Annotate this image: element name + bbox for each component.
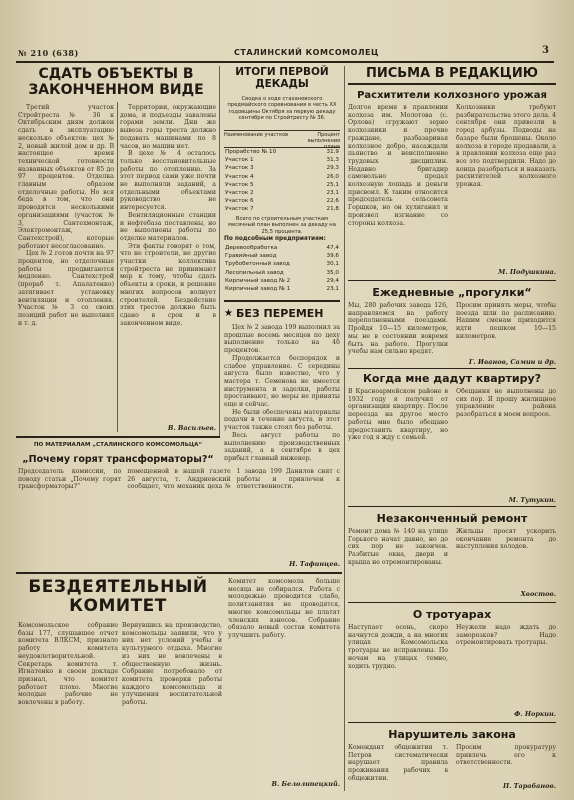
letters-banner: ПИСЬМА В РЕДАКЦИЮ (348, 66, 556, 85)
paragraph: Весь август работы по выполнению производственных заданий, а в сентябре в цех прибыл главный инженер. (224, 431, 340, 462)
divider (348, 280, 556, 281)
itogi-col-pct: Процент выполнения плана (307, 132, 340, 150)
newspaper-name: СТАЛИНСКИЙ КОМСОМОЛЕЦ (234, 48, 379, 57)
signature-vasiliev: В. Васильев. (167, 424, 216, 432)
column-divider (219, 66, 220, 436)
row-name: Участок 7 (225, 206, 254, 213)
row-pct: 23,1 (326, 190, 339, 197)
article-body-col1 (18, 104, 114, 430)
letter-title: Ежедневные „прогулки“ (372, 286, 532, 299)
komitet-title: БЕЗДЕЯТЕЛЬНЫЙ КОМИТЕТ (28, 577, 208, 616)
row-pct: 39,6 (326, 253, 339, 260)
row-name: Участок 5 (225, 181, 254, 188)
komitet-body-col1: Комсомольское собрание базы 177, слушавшее отчет комитета ВЛКСМ, признало работу комитета неудовлетворительной. Секретарь комитета т. Игнатенко в своем докладе признал, что комитет работает плохо. Многие молодые рабочие не вовлечены в работу. (18, 622, 118, 707)
signature: Г. Иванов, Самин и др. (468, 358, 556, 366)
letter-body: Жильцы просят ускорить окончание ремонта до наступления холодов. (456, 528, 556, 551)
bez-body (224, 324, 340, 558)
section-kicker: ПО МАТЕРИАЛАМ „СТАЛИНСКОГО КОМСОМОЛЬЦА“ (33, 442, 203, 448)
divider (348, 722, 556, 723)
letter-title: Нарушитель закона (388, 728, 516, 741)
row-name: Кирпичный завод № 2 (225, 277, 291, 284)
issue-number: № 210 (638) (18, 48, 79, 58)
letter-body: Ремонт дома № 140 на улице Горького начат давно, но до сих пор не закончен. Разбитые окна, двери и крыша не отремонтированы. (348, 528, 448, 566)
row-pct: 23,1 (326, 286, 339, 293)
row-name: Прорабство № 10 (225, 149, 277, 155)
table-row (224, 285, 340, 293)
row-name: Лесопильный завод (225, 269, 284, 276)
divider (348, 506, 556, 507)
signature: Хвостов. (520, 590, 556, 598)
letter-body: Просим принять меры, чтобы поезда шли по расписанию. Нашим сменам приходится идти пешком 10—15 километров. (456, 302, 556, 340)
row-name: Гравийный завод (225, 253, 277, 260)
table-row (224, 205, 340, 213)
letter-body: Мы, 280 рабочих завода 126, направляемся на работу переполненными поездами. Пройдя 10—15 километров, мы не в состоянии вовремя быть на работе. Прогулки учебы нам сильно вредят. (348, 302, 448, 356)
row-pct: 31,9 (326, 149, 339, 155)
star-icon: ★ (224, 308, 233, 319)
divider (348, 368, 556, 369)
row-pct: 21,8 (326, 206, 339, 213)
row-name: Участок 1 (225, 157, 254, 164)
row-pct: 35,0 (326, 269, 339, 276)
table-row (224, 181, 340, 189)
table-row (224, 260, 340, 268)
signature-tafintsev: Н. Тафинцев. (289, 560, 340, 568)
row-name: Участок 6 (225, 198, 254, 205)
komitet-body-col3: Комитет комсомола больше месяца не собирался. Работа с молодежью проводится слабо, политзанятия не проводятся, многие комсомольцы не платят членских взносов. Собрание обязало новый состав комитета улучшить работу. (228, 578, 340, 639)
article-body-col2 (120, 104, 216, 422)
table-row (224, 197, 340, 205)
top-rule (16, 61, 554, 63)
transformers-body: Председатель комиссии, по поводу статьи „Почему горят трансформаторы?“ помещенной в нашей газете 26 августа, т. Андриевский сообщает, что механик цеха № 1 завода 199 Данилов снят с работы и привлечен к ответственности. (18, 468, 340, 491)
signature: М. Подушкина. (498, 268, 556, 276)
divider (16, 572, 342, 574)
row-name: Кирпичный завод № 1 (225, 286, 291, 293)
bez-title: БЕЗ ПЕРЕМЕН (236, 307, 324, 320)
row-pct: 30,1 (326, 261, 339, 268)
itogi-title: ИТОГИ ПЕРВОЙ ДЕКАДЫ (235, 66, 329, 90)
signature: П. Тарабанов. (503, 782, 556, 790)
letter-body: Обещания не выполнены до сих пор. Я прошу жилищное управление района разобраться в моем вопросе. (456, 388, 556, 419)
paragraph: Третий участок Стройтреста № 36 к Октябрьским дням должен сдать в эксплуатацию несколько объектов: цех № 2, новый жилой дом и др. В настоящее время технической готовности названных объектов от 85 до 97 процентов. Отделка главным образом отделочные работы. Но вся беда в том, что они проводятся несколькими организациями (участок № 3, Сантехмонтаж, Электромонтаж, Сантехстрой), которые работают несогласованно. (18, 104, 114, 250)
paragraph: Территории, окружающие дома, и подъезды завалены горами земли. Дни же вывоза горы треста должно подавать машинами по 8 часов, но машин нет. (120, 104, 216, 150)
letter-body: В Красноармейском районе в 1932 году я получил от организации квартиру. После переезда на другое место работы мне было обещано предоставить квартиру, но уже год я жду с семьей. (348, 388, 448, 442)
row-name: Участок 3 (225, 165, 254, 172)
column-divider (117, 102, 118, 432)
paragraph: Вентиляционные станции и нефтебаза поставлены, но не выполнены работы по отделке материалов. (120, 211, 216, 242)
letter-body: Неужели надо ждать до заморозков? Надо отремонтировать тротуары. (456, 624, 556, 647)
table-row (224, 148, 340, 156)
signature-belolipetsky: В. Белолипецкий. (271, 780, 340, 788)
paragraph: Продолжается беспорядок и слабое управление. С середины августа было известно, что у мастера т. Семенова не имеется инструмента и заделки, работы простаивают, но меры не приняты еще и сейчас. (224, 354, 340, 409)
row-pct: 22,6 (326, 198, 339, 205)
itogi-note: Всего по строительным участкам месячный план выполнен за декаду на 25,5 процента. (228, 216, 336, 235)
table-row (224, 156, 340, 164)
itogi-subheading: По подсобным предприятиям: (224, 236, 326, 242)
row-pct: 29,3 (326, 165, 339, 172)
paragraph: Цех № 2 завода 199 выполнил за прошлые восемь месяцев по цеху выполнение только на 46 процентов. (224, 324, 340, 355)
divider (348, 602, 556, 603)
paragraph: В цехе № 4 осталось только восстановительные работы по отоплению. За этот период сами уже почти не выполняли заданий, а отдельными объектами руководство не интересуется. (120, 150, 216, 212)
itogi-table-header (224, 130, 340, 148)
itogi-col-unit: Наименование участков (224, 132, 289, 138)
paragraph: Цех № 2 готов почти на 97 процентов, но отделочные работы продвигаются медленно. Сантехстрой (прораб т. Апалатенко) затягивает установку вентиляции и отопления. Участок № 3 со своих позиций работ не выполнил и т. д. (18, 250, 114, 327)
row-name: Участок 2 (225, 190, 254, 197)
row-name: Трубобетонный завод (225, 261, 290, 268)
table-row (224, 252, 340, 260)
row-pct: 29,4 (326, 277, 339, 284)
article-title-sdat: СДАТЬ ОБЪЕКТЫ В ЗАКОНЧЕННОМ ВИДЕ (28, 66, 204, 98)
letter-title: Незаконченный ремонт (376, 512, 528, 525)
row-name: Участок 4 (225, 173, 254, 180)
table-row (224, 244, 340, 252)
row-pct: 31,3 (326, 157, 339, 164)
letter-body: Комендант общежития т. Петров систематически нарушает правила проживания рабочих в общежитии. (348, 744, 448, 782)
table-row (224, 269, 340, 277)
itogi-table-2 (224, 244, 340, 293)
table-row (224, 277, 340, 285)
table-row (224, 189, 340, 197)
paragraph: Эти факты говорят о том, что не строители, не другие участки коллектива стройтреста не принимают мер к тому, чтобы сдать объекты в сроки, и решение многих вопросов волнует строителей. Бездействие этих трестов должно быть сдано в срок и в законченном виде. (120, 242, 216, 327)
transformers-title: „Почему горят трансформаторы?“ (22, 454, 214, 465)
signature: Ф. Норкин. (514, 710, 556, 718)
page-number: 3 (542, 45, 550, 56)
letter-title: Расхитители колхозного урожая (357, 90, 547, 101)
row-name: Деревообработка (225, 245, 278, 251)
signature: М. Тутукин. (508, 496, 556, 504)
komitet-body-col2: Вернувшись на производство, комсомольцы заявили, что у них нет условий учебы и культурного отдыха. Многие из них не вовлечены в общественную жизнь. Собрание потребовало от комитета проверки работы каждого комсомольца и улучшения воспитательной работы. (122, 622, 222, 707)
letter-body: Просим прокуратуру привлечь его к ответственности. (456, 744, 556, 767)
table-row (224, 173, 340, 181)
paragraph: Не были обеспечены материалы подачи в течение августа, и этот участок также стоял без работы. (224, 408, 340, 432)
itogi-table (224, 148, 340, 214)
letter-body: Долгое время в правлении колхоза им. Молотова (с. Орлова) сгружают зерно колхозники и прочие граждане, разбазаривая колхозное добро, насаждали пьянство и неисполнение трудовых дисциплин. Недавно бригадир самовольно продал колхозную лошадь и деньги присвоил. К таким относится председатель сельсовета Горшков, но он хулиганил и произвел изгнание со стороны колхоза. (348, 104, 448, 227)
row-pct: 26,0 (326, 173, 339, 180)
row-pct: 25,1 (326, 181, 339, 188)
divider (224, 300, 340, 302)
letter-title: О тротуарах (412, 608, 492, 621)
letter-body: Колхозники требуют разбирательства этого дела. 4 сентября они привезли в город арбузы. Подводы на базаре были брошены. Около колхоза в городе продавали, а в правлении колхоза еще раз все это подтвердили. Надо до конца разобраться и наказать расхитителей колхозного урожая. (456, 104, 556, 189)
divider (16, 436, 220, 438)
row-pct: 47,4 (326, 245, 339, 251)
letter-body: Наступает осень, скоро начнутся дожди, а на многих улицах Комсомольска тротуары не исправлены. По ночам на улицах темно, ходить трудно. (348, 624, 448, 670)
itogi-intro: Сводка о ходе стахановского предмайского соревнования в честь XX годовщины Октября за первую декаду сентября по Стройтресту № 36. (227, 96, 337, 122)
table-row (224, 164, 340, 172)
column-divider (344, 66, 345, 791)
letter-title: Когда мне дадут квартиру? (362, 372, 542, 385)
